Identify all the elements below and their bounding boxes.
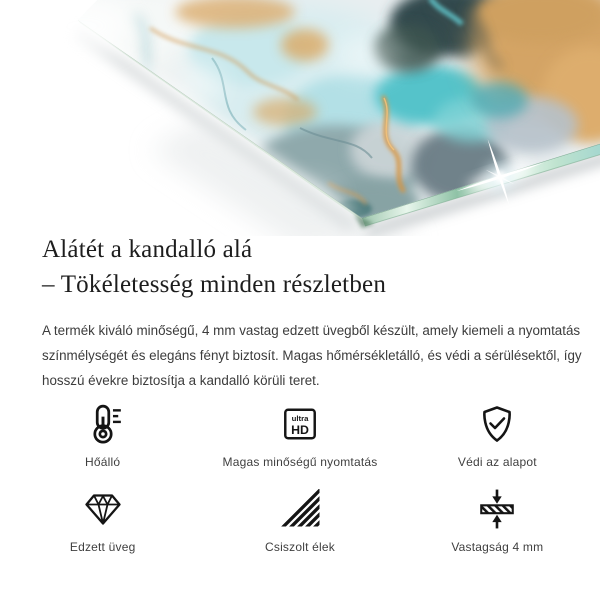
feature-polished-edges [201,486,398,554]
feature-label: Edzett üveg [69,540,136,554]
svg-text:HD: HD [291,422,309,437]
product-description [42,318,582,393]
feature-label: Védi az alapot [457,455,537,469]
feature-heat-resistant [4,401,201,469]
thermometer-icon [82,401,124,446]
feature-label: Magas minőségű nyomtatás [222,455,378,469]
diamond-icon [82,486,124,531]
polished-edges-icon [280,486,320,531]
feature-tempered-glass [4,486,201,554]
feature-label: Csiszolt élek [265,540,335,554]
product-text-section [42,232,582,393]
feature-label: Vastagság 4 mm [451,540,544,554]
shield-check-icon [477,401,517,446]
feature-base-protection [399,401,596,469]
compressed-thickness-icon [476,486,518,531]
svg-text:ultra: ultra [291,413,309,423]
features-grid [4,401,596,554]
description-line: hosszú évekre biztosítja a kandalló körüli teret. [42,373,320,388]
product-image [0,0,600,236]
feature-print-quality [201,401,398,469]
page-title [42,232,562,302]
glass-panel-render [0,0,600,236]
feature-label: Hőálló [85,455,121,469]
description-line: A termék kiváló minőségű, 4 mm vastag edzett üvegből készült, amely kiemeli a nyomtatás [42,323,581,338]
page-title-line1: Alátét a kandalló alá [42,236,253,263]
feature-thickness [399,486,596,554]
description-line: színmélységét és elegáns fényt biztosít. Magas hőmérsékletálló, és védi a sérülésektől, így [42,348,582,363]
page-title-line2: – Tökéletesség minden részletben [42,271,387,298]
ultra-hd-icon [281,401,319,446]
